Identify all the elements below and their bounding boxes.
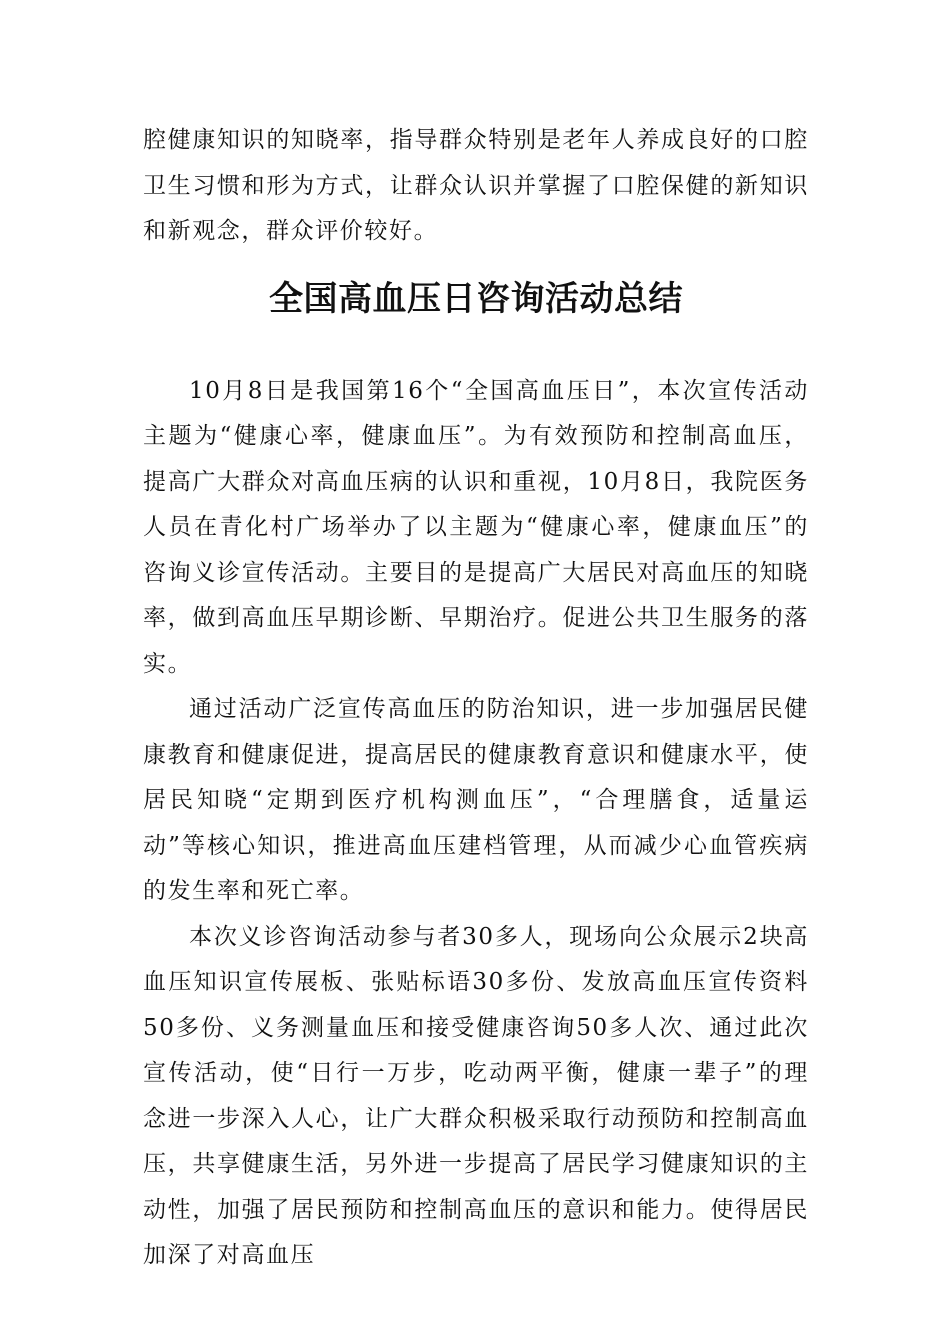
body-paragraph-1: 10月8日是我国第16个“全国高血压日”，本次宣传活动主题为“健康心率，健康血压”。为有效预防和控制高血压，提高广大群众对高血压病的认识和重视，10月8日，我院医务人员在青化村广场举办了以主题为“健康心率，健康血压”的咨询义诊宣传活动。主要目的是提高广大居民对高血压的知晓率，做到高血压早期诊断、早期治疗。促进公共卫生服务的落实。 [143,377,809,677]
intro-paragraph: 腔健康知识的知晓率，指导群众特别是老年人养成良好的口腔卫生习惯和形为方式，让群众认识并掌握了口腔保健的新知识和新观念，群众评价较好。 [143,127,809,244]
document-title: 全国高血压日咨询活动总结 [269,278,683,319]
document-page [143,118,809,1279]
body-paragraph-2: 通过活动广泛宣传高血压的防治知识，进一步加强居民健康教育和健康促进，提高居民的健康教育意识和健康水平，使居民知晓“定期到医疗机构测血压”，“合理膳食，适量运动”等核心知识，推进高血压建档管理，从而减少心血管疾病的发生率和死亡率。 [143,696,809,904]
body-paragraph-3: 本次义诊咨询活动参与者30多人，现场向公众展示2块高血压知识宣传展板、张贴标语30多份、发放高血压宣传资料50多份、义务测量血压和接受健康咨询50多人次、通过此次宣传活动，使“日行一万步，吃动两平衡，健康一辈子”的理念进一步深入人心，让广大群众积极采取行动预防和控制高血压，共享健康生活，另外进一步提高了居民学习健康知识的主动性，加强了居民预防和控制高血压的意识和能力。使得居民加深了对高血压 [143,923,809,1268]
